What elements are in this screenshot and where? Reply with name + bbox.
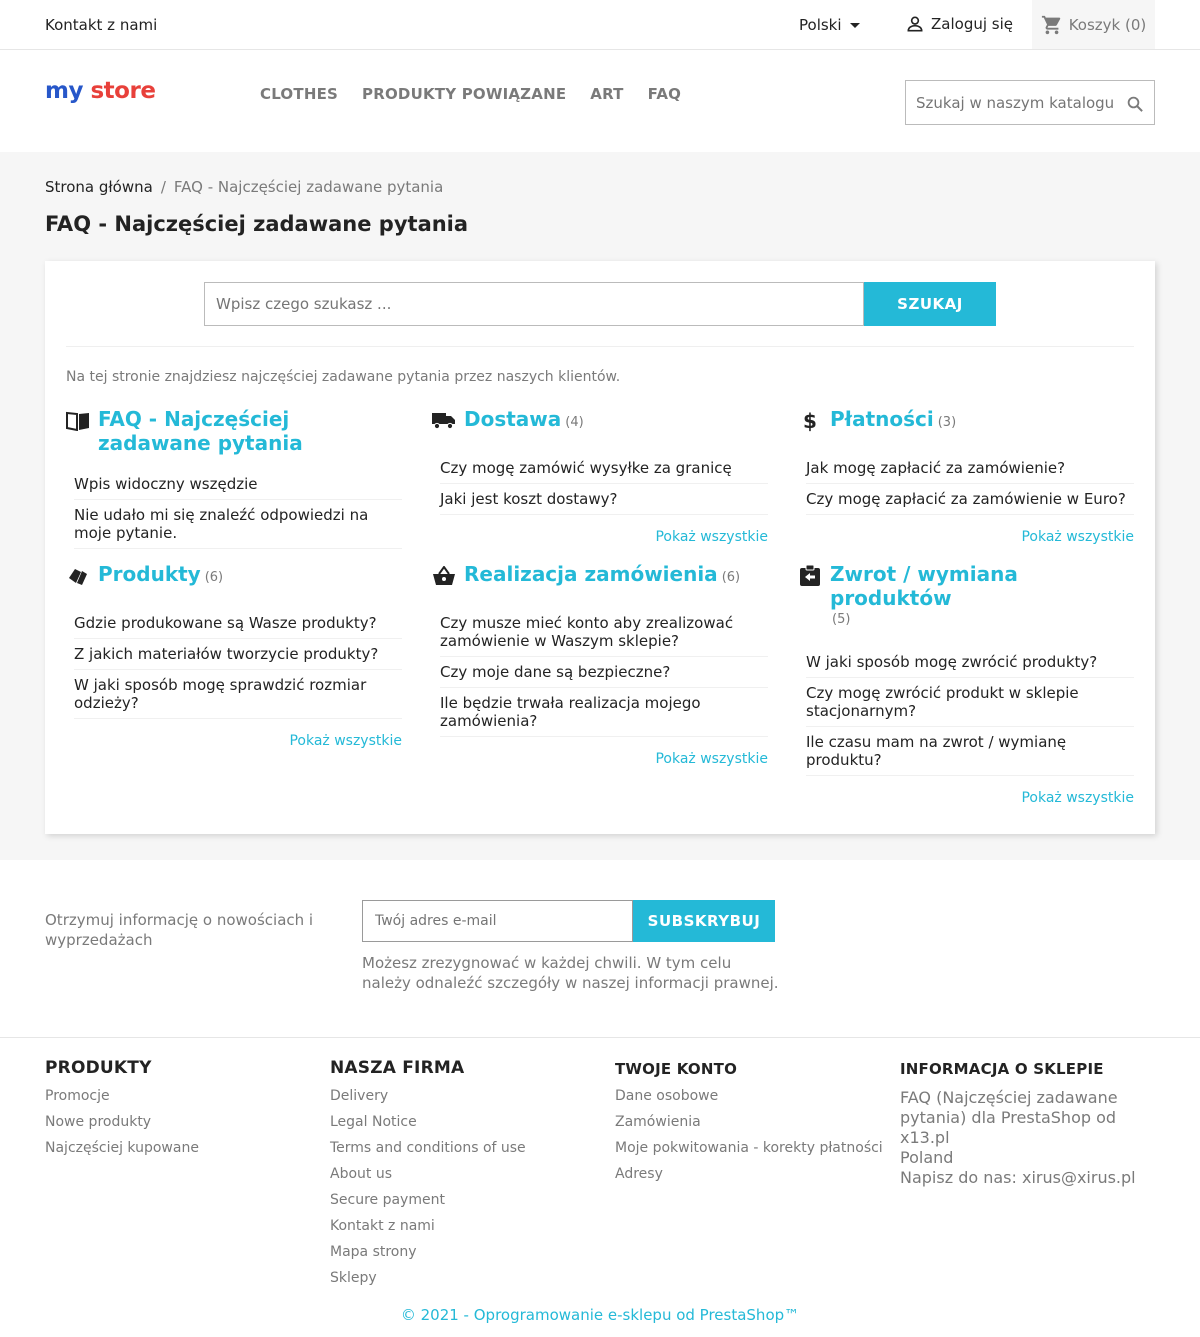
main-nav [260, 85, 681, 103]
newsletter-form [362, 900, 775, 942]
copyright-link[interactable]: © 2021 - Oprogramowanie e-sklepu od PrestaShop™ [400, 1306, 800, 1324]
footer-col-store-info [900, 1058, 1160, 1188]
faq-search [204, 282, 996, 326]
breadcrumb-home[interactable]: Strona główna [45, 178, 153, 196]
breadcrumb [45, 178, 443, 196]
question-list [798, 647, 1134, 776]
category-header [66, 562, 402, 590]
footer-link[interactable]: Kontakt z nami [330, 1218, 435, 1234]
category-title-text: Płatności [830, 407, 934, 431]
question-item[interactable]: Czy mogę zwrócić produkt w sklepie stacjonarnym? [806, 678, 1134, 727]
cart-button[interactable] [1032, 0, 1155, 49]
faq-search-button[interactable]: SZUKAJ [864, 282, 996, 326]
faq-category [66, 407, 402, 549]
category-title-text: Dostawa [464, 407, 562, 431]
divider [66, 346, 1134, 347]
cart-label: Koszyk (0) [1068, 15, 1147, 34]
question-item[interactable]: Nie udało mi się znaleźć odpowiedzi na moje pytanie. [74, 500, 402, 549]
top-bar [0, 0, 1200, 50]
faq-category [66, 562, 402, 749]
dollar-icon: $ [803, 409, 817, 433]
question-list [798, 453, 1134, 515]
footer-link[interactable]: Sklepy [330, 1270, 377, 1286]
language-selector[interactable] [799, 16, 860, 34]
breadcrumb-separator: / [160, 178, 166, 196]
store-info-line: Poland [900, 1148, 954, 1167]
footer-heading: TWOJE KONTO [615, 1060, 738, 1078]
show-all-link[interactable]: Pokaż wszystkie [1021, 790, 1134, 806]
category-title-text: Produkty [98, 562, 201, 586]
question-item[interactable]: Z jakich materiałów tworzycie produkty? [74, 639, 402, 670]
footer-heading: INFORMACJA O SKLEPIE [900, 1060, 1104, 1078]
category-header [798, 562, 1134, 610]
footer-heading: PRODUKTY [45, 1058, 152, 1078]
nav-item-faq[interactable]: FAQ [647, 85, 682, 103]
user-icon [905, 14, 925, 34]
footer [0, 1038, 1200, 1337]
show-all-link[interactable]: Pokaż wszystkie [655, 751, 768, 767]
category-count: (6) [721, 570, 741, 585]
footer-col-company [330, 1058, 526, 1296]
newsletter [0, 860, 1200, 1038]
catalog-search-input[interactable] [916, 94, 1116, 112]
nav-item-related-products[interactable]: PRODUKTY POWIĄZANE [362, 85, 567, 103]
faq-intro: Na tej stronie znajdziesz najczęściej zadawane pytania przez naszych klientów. [66, 369, 621, 385]
question-item[interactable]: Wpis widoczny wszędzie [74, 469, 402, 500]
category-header [66, 407, 402, 455]
subscribe-button[interactable]: SUBSKRYBUJ [633, 900, 775, 942]
question-item[interactable]: Ile będzie trwała realizacja mojego zamówienia? [440, 688, 768, 737]
login-label: Zaloguj się [931, 15, 1013, 33]
cart-icon [1041, 14, 1063, 36]
question-list [432, 453, 768, 515]
faq-category [432, 562, 768, 767]
tags-icon [66, 564, 90, 588]
category-title[interactable] [464, 407, 584, 435]
category-count: (5) [832, 612, 851, 627]
footer-col-account [615, 1058, 883, 1192]
show-all-link[interactable]: Pokaż wszystkie [655, 529, 768, 545]
footer-col-products [45, 1058, 199, 1166]
caret-down-icon [850, 23, 860, 28]
question-item[interactable]: Czy musze mieć konto aby zrealizować zamówienie w Waszym sklepie? [440, 608, 768, 657]
language-label: Polski [799, 16, 842, 34]
newsletter-text: Otrzymuj informację o nowościach i wyprzedażach [45, 911, 314, 949]
footer-link[interactable]: Dane osobowe [615, 1088, 719, 1104]
footer-link[interactable]: Mapa strony [330, 1244, 417, 1260]
footer-link[interactable]: About us [330, 1166, 393, 1182]
category-header [432, 407, 768, 435]
store-info-line: FAQ (Najczęściej zadawane pytania) dla PrestaShop od x13.pl [900, 1088, 1118, 1147]
question-list [432, 608, 768, 737]
question-item[interactable]: Jaki jest koszt dostawy? [440, 484, 768, 515]
question-item[interactable]: W jaki sposób mogę sprawdzić rozmiar odzieży? [74, 670, 402, 719]
category-title[interactable] [830, 407, 956, 435]
question-item[interactable]: Jak mogę zapłacić za zamówienie? [806, 453, 1134, 484]
breadcrumb-current: FAQ - Najczęściej zadawane pytania [173, 178, 444, 196]
category-count: (6) [204, 570, 224, 585]
footer-link[interactable]: Legal Notice [330, 1114, 417, 1130]
show-all-link[interactable]: Pokaż wszystkie [1021, 529, 1134, 545]
question-item[interactable]: Czy mogę zamówić wysyłke za granicę [440, 453, 768, 484]
category-title[interactable] [98, 562, 223, 590]
store-info-line[interactable]: Napisz do nas: xirus@xirus.pl [900, 1168, 1136, 1187]
book-icon [66, 409, 90, 433]
question-item[interactable]: Ile czasu mam na zwrot / wymianę produktu? [806, 727, 1134, 776]
footer-link[interactable]: Adresy [615, 1166, 663, 1182]
footer-link[interactable]: Delivery [330, 1088, 389, 1104]
category-title-text: Realizacja zamówienia [464, 562, 718, 586]
footer-link[interactable]: Moje pokwitowania - korekty płatności [615, 1140, 883, 1156]
basket-icon [432, 564, 456, 588]
category-header [432, 562, 768, 590]
category-title[interactable] [464, 562, 740, 590]
main-content [0, 152, 1200, 860]
truck-icon [432, 409, 456, 433]
category-count: (3) [937, 415, 957, 430]
nav-item-art[interactable]: ART [590, 85, 624, 103]
category-title[interactable]: FAQ - Najczęściej zadawane pytania [98, 407, 303, 455]
logo-word-store: store [90, 78, 156, 104]
question-item[interactable]: Czy moje dane są bezpieczne? [440, 657, 768, 688]
header [0, 50, 1200, 152]
faq-category [798, 407, 1134, 545]
nav-item-clothes[interactable]: CLOTHES [260, 85, 339, 103]
question-item[interactable]: Czy mogę zapłacić za zamówienie w Euro? [806, 484, 1134, 515]
faq-category [432, 407, 768, 545]
footer-link[interactable]: Promocje [45, 1088, 110, 1104]
contact-link[interactable]: Kontakt z nami [45, 16, 158, 34]
question-list [66, 469, 402, 549]
logo-word-my: my [45, 78, 83, 104]
newsletter-note: Możesz zrezygnować w każdej chwili. W tym celu należy odnaleźć szczegóły w naszej informacji prawnej. [362, 954, 779, 992]
catalog-search [905, 80, 1155, 125]
store-logo[interactable] [45, 78, 155, 104]
email-field[interactable] [362, 900, 633, 942]
page-title: FAQ - Najczęściej zadawane pytania [45, 212, 469, 236]
category-title[interactable]: Zwrot / wymiana produktów [830, 562, 1018, 610]
footer-link[interactable]: Zamówienia [615, 1114, 701, 1130]
faq-card [45, 261, 1155, 834]
question-item[interactable]: W jaki sposób mogę zwrócić produkty? [806, 647, 1134, 678]
faq-category [798, 562, 1134, 806]
category-header [798, 407, 1134, 435]
question-item[interactable]: Gdzie produkowane są Wasze produkty? [74, 608, 402, 639]
search-icon[interactable] [1126, 95, 1144, 113]
footer-heading: NASZA FIRMA [330, 1058, 465, 1078]
login-link[interactable] [905, 14, 1013, 34]
return-icon [798, 564, 822, 588]
category-count: (4) [565, 415, 584, 430]
question-list [66, 608, 402, 719]
footer-link[interactable]: Terms and conditions of use [330, 1140, 526, 1156]
show-all-link[interactable]: Pokaż wszystkie [289, 733, 402, 749]
footer-link[interactable]: Secure payment [330, 1192, 445, 1208]
footer-link[interactable]: Najczęściej kupowane [45, 1140, 199, 1156]
footer-link[interactable]: Nowe produkty [45, 1114, 152, 1130]
faq-search-input[interactable] [204, 282, 864, 326]
